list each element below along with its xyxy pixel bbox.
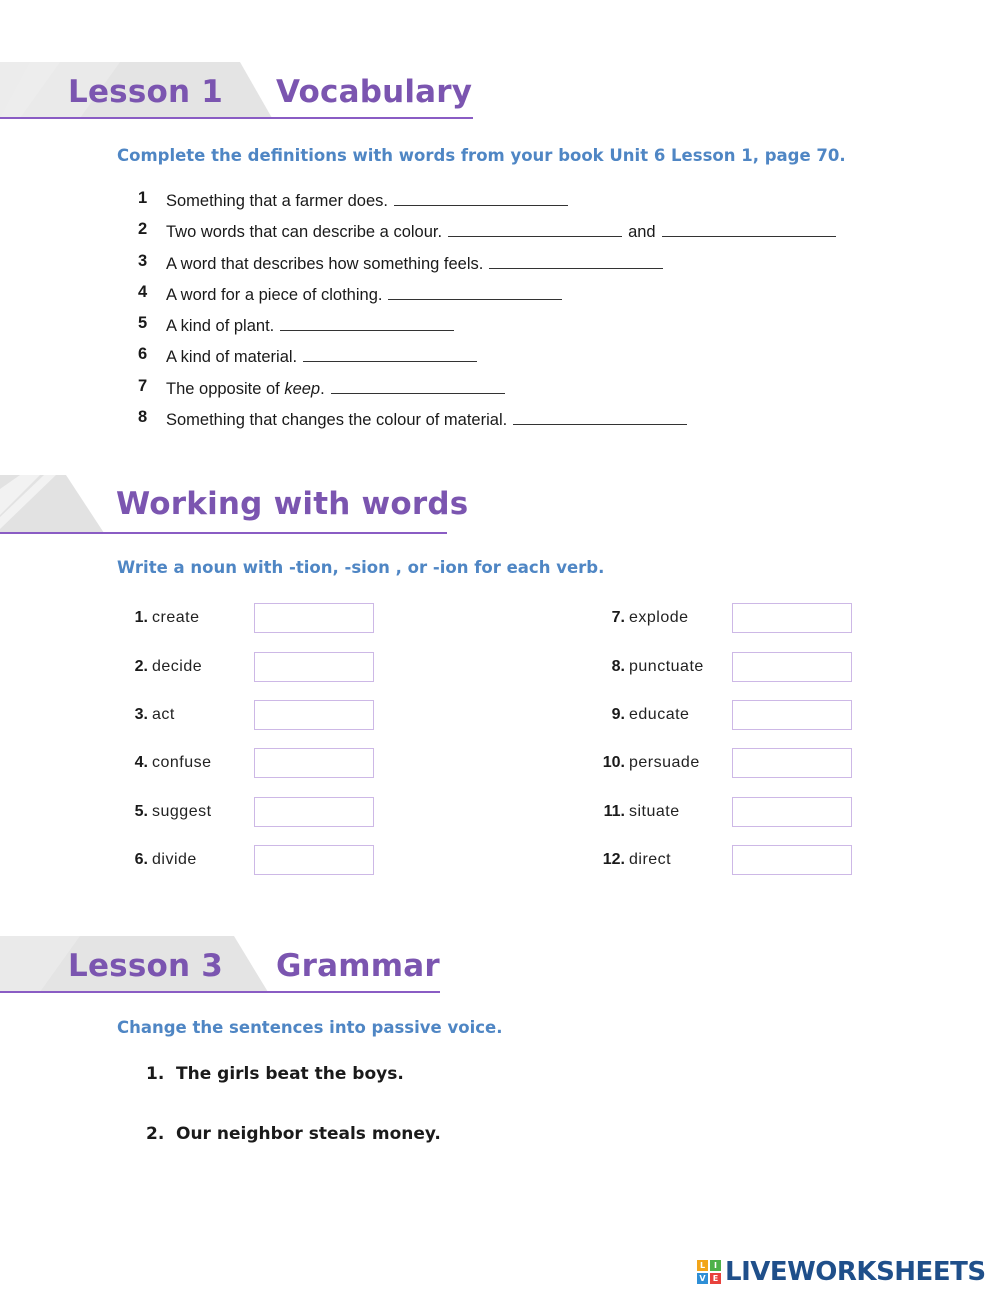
answer-blank[interactable] bbox=[394, 189, 568, 206]
noun-answer-input[interactable] bbox=[732, 603, 852, 633]
verb-text: punctuate bbox=[629, 658, 704, 675]
noun-answer-input[interactable] bbox=[732, 797, 852, 827]
vocab-item-number: 3 bbox=[138, 252, 148, 270]
noun-answer-input[interactable] bbox=[732, 652, 852, 682]
sentence-text: The girls beat the boys. bbox=[176, 1064, 404, 1084]
answer-blank[interactable] bbox=[303, 345, 477, 362]
grammar-title: Grammar bbox=[276, 948, 440, 984]
noun-answer-input[interactable] bbox=[732, 845, 852, 875]
item-number: 8. bbox=[611, 658, 625, 675]
vocab-item-text: A word for a piece of clothing. bbox=[166, 286, 383, 304]
noun-answer-input[interactable] bbox=[254, 652, 374, 682]
vocabulary-instruction: Complete the definitions with words from your book Unit 6 Lesson 1, page 70. bbox=[117, 146, 846, 165]
verb-text: educate bbox=[629, 706, 690, 723]
logo-blocks-icon bbox=[697, 1260, 721, 1284]
verb-text: direct bbox=[629, 851, 672, 868]
vocab-item-text: Something that a farmer does. bbox=[166, 192, 388, 210]
item-number: 3. bbox=[134, 706, 148, 723]
verb-text: divide bbox=[152, 851, 197, 868]
vocab-item-number: 4 bbox=[138, 283, 148, 301]
logo-text: LIVEWORKSHEETS bbox=[725, 1257, 986, 1287]
logo-block-v: V bbox=[697, 1273, 708, 1284]
answer-blank[interactable] bbox=[448, 220, 622, 237]
item-number: 5. bbox=[134, 803, 148, 820]
vocab-item-text: Something that changes the colour of material. bbox=[166, 411, 508, 429]
verb-text: create bbox=[152, 609, 200, 626]
logo-block-i: I bbox=[710, 1260, 721, 1271]
verb-text: persuade bbox=[629, 754, 700, 771]
lesson3-label: Lesson 3 bbox=[68, 948, 224, 984]
noun-answer-input[interactable] bbox=[732, 748, 852, 778]
item-number: 10. bbox=[602, 754, 625, 771]
vocab-item-number: 7 bbox=[138, 377, 148, 395]
grammar-item bbox=[146, 1124, 441, 1144]
logo-block-e: E bbox=[710, 1273, 721, 1284]
vocab-item-text: A word that describes how something feels. bbox=[166, 255, 484, 273]
working-with-words-instruction: Write a noun with -tion, -sion , or -ion for each verb. bbox=[117, 558, 605, 577]
answer-blank[interactable] bbox=[388, 283, 562, 300]
vocab-item-number: 1 bbox=[138, 189, 148, 207]
and-word: and bbox=[628, 223, 656, 241]
lesson1-label: Lesson 1 bbox=[68, 74, 224, 110]
verb-text: suggest bbox=[152, 803, 212, 820]
verb-text: decide bbox=[152, 658, 203, 675]
vocab-item-number: 5 bbox=[138, 314, 148, 332]
answer-blank[interactable] bbox=[662, 220, 836, 237]
item-number: 12. bbox=[602, 851, 625, 868]
item-number: 4. bbox=[134, 754, 148, 771]
answer-blank[interactable] bbox=[280, 314, 454, 331]
answer-blank[interactable] bbox=[331, 377, 505, 394]
verb-text: explode bbox=[629, 609, 689, 626]
item-number: 1. bbox=[134, 609, 148, 626]
noun-answer-input[interactable] bbox=[254, 700, 374, 730]
item-number: 1. bbox=[146, 1064, 165, 1084]
vocab-item-text: . bbox=[320, 380, 325, 398]
grammar-instruction: Change the sentences into passive voice. bbox=[117, 1018, 503, 1037]
vocab-item-italic-word: keep bbox=[284, 380, 321, 398]
noun-answer-input[interactable] bbox=[254, 845, 374, 875]
item-number: 2. bbox=[146, 1124, 165, 1144]
vocab-item-text: Two words that can describe a colour. bbox=[166, 223, 443, 241]
item-number: 2. bbox=[134, 658, 148, 675]
vocab-item-text: A kind of material. bbox=[166, 348, 298, 366]
noun-answer-input[interactable] bbox=[254, 748, 374, 778]
vocab-item-text: A kind of plant. bbox=[166, 317, 275, 335]
noun-answer-input[interactable] bbox=[254, 797, 374, 827]
logo-block-l: L bbox=[697, 1260, 708, 1271]
liveworksheets-logo bbox=[697, 1256, 986, 1288]
grammar-item bbox=[146, 1064, 404, 1084]
vocab-item-number: 2 bbox=[138, 220, 148, 238]
item-number: 11. bbox=[603, 803, 625, 820]
vocabulary-title: Vocabulary bbox=[276, 74, 473, 110]
verb-text: confuse bbox=[152, 754, 212, 771]
item-number: 6. bbox=[134, 851, 148, 868]
item-number: 7. bbox=[611, 609, 625, 626]
sentence-text: Our neighbor steals money. bbox=[176, 1124, 441, 1144]
noun-answer-input[interactable] bbox=[254, 603, 374, 633]
answer-blank[interactable] bbox=[513, 408, 687, 425]
vocab-item-number: 8 bbox=[138, 408, 148, 426]
vocab-item-number: 6 bbox=[138, 345, 148, 363]
item-number: 9. bbox=[611, 706, 625, 723]
answer-blank[interactable] bbox=[489, 252, 663, 269]
verb-text: situate bbox=[629, 803, 680, 820]
working-with-words-title: Working with words bbox=[116, 486, 469, 522]
noun-answer-input[interactable] bbox=[732, 700, 852, 730]
verb-text: act bbox=[152, 706, 175, 723]
vocab-item-text: The opposite of bbox=[166, 380, 285, 398]
